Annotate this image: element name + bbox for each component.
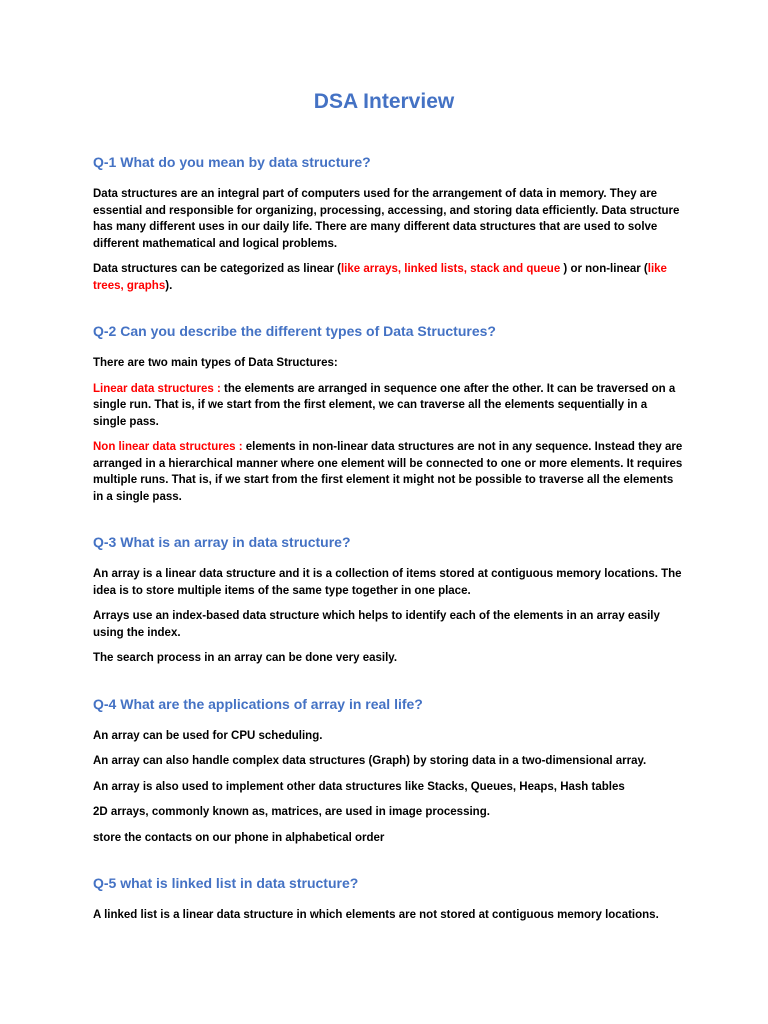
paragraph: store the contacts on our phone in alphabetical order <box>93 831 385 844</box>
paragraph: There are two main types of Data Structures: <box>93 357 338 369</box>
paragraph <box>93 381 683 431</box>
text-run: the elements are arranged in sequence one after the other. It can be traversed on a single run. That is, if we start from the first element, we can traverse all the elements sequentially in a single pass. <box>93 382 676 428</box>
paragraph: 2D arrays, commonly known as, matrices, are used in image processing. <box>93 806 490 818</box>
question-heading: Q-2 Can you describe the different types of Data Structures? <box>93 323 496 339</box>
question-heading: Q-4 What are the applications of array in real life? <box>93 695 423 712</box>
paragraph: An array can also handle complex data structures (Graph) by storing data in a two-dimensional array. <box>93 755 647 767</box>
paragraph: Data structures are an integral part of computers used for the arrangement of data in memory. They are essential and responsible for organizing, processing, accessing, and storing data efficiently. Data structure has many different uses in our daily life. There are many different data structures that are used to solve different mathematical and logical problems. <box>93 188 680 250</box>
paragraph <box>93 261 683 294</box>
paragraph <box>93 439 683 505</box>
highlight-text: like arrays, linked lists, stack and queue <box>340 263 561 275</box>
question-heading: Q-1 What do you mean by data structure? <box>93 154 371 170</box>
highlight-text: Linear data structures : <box>93 382 221 395</box>
question-heading: Q-5 what is linked list in data structure? <box>93 875 359 891</box>
section-q5 <box>93 873 683 924</box>
highlight-text: like trees, graphs <box>93 263 667 292</box>
paragraph: An array is a linear data structure and it is a collection of items stored at contiguous memory locations. The idea is to store multiple items of the same type together in one place. <box>93 568 682 597</box>
section-q1 <box>93 152 683 294</box>
text-run: elements in non-linear data structures are not in any sequence. Instead they are arranged in a hierarchical manner where one element will be connected to one or more elements. It requires multiple runs. That is, if we start from the first element it might not be possible to traverse all the elements in a single pass. <box>93 441 683 503</box>
paragraph: The search process in an array can be done very easily. <box>93 652 398 664</box>
section-q3 <box>93 532 683 667</box>
question-heading: Q-3 What is an array in data structure? <box>93 534 351 550</box>
text-run: Data structures can be categorized as linear ( <box>93 263 341 275</box>
document-title: DSA Interview <box>313 90 455 113</box>
highlight-text: Non linear data structures : <box>93 441 243 453</box>
paragraph: A linked list is a linear data structure in which elements are not stored at contiguous memory locations. <box>93 909 659 921</box>
section-q4 <box>93 694 683 847</box>
text-run: ). <box>165 279 173 292</box>
section-q2 <box>93 321 683 505</box>
text-run: ) or non-linear ( <box>560 263 648 275</box>
paragraph: An array is also used to implement other data structures like Stacks, Queues, Heaps, Hash tables <box>93 780 625 793</box>
paragraph: Arrays use an index-based data structure which helps to identify each of the elements in an array easily using the index. <box>93 610 660 639</box>
paragraph: An array can be used for CPU scheduling. <box>93 729 323 742</box>
document-body <box>93 152 683 951</box>
